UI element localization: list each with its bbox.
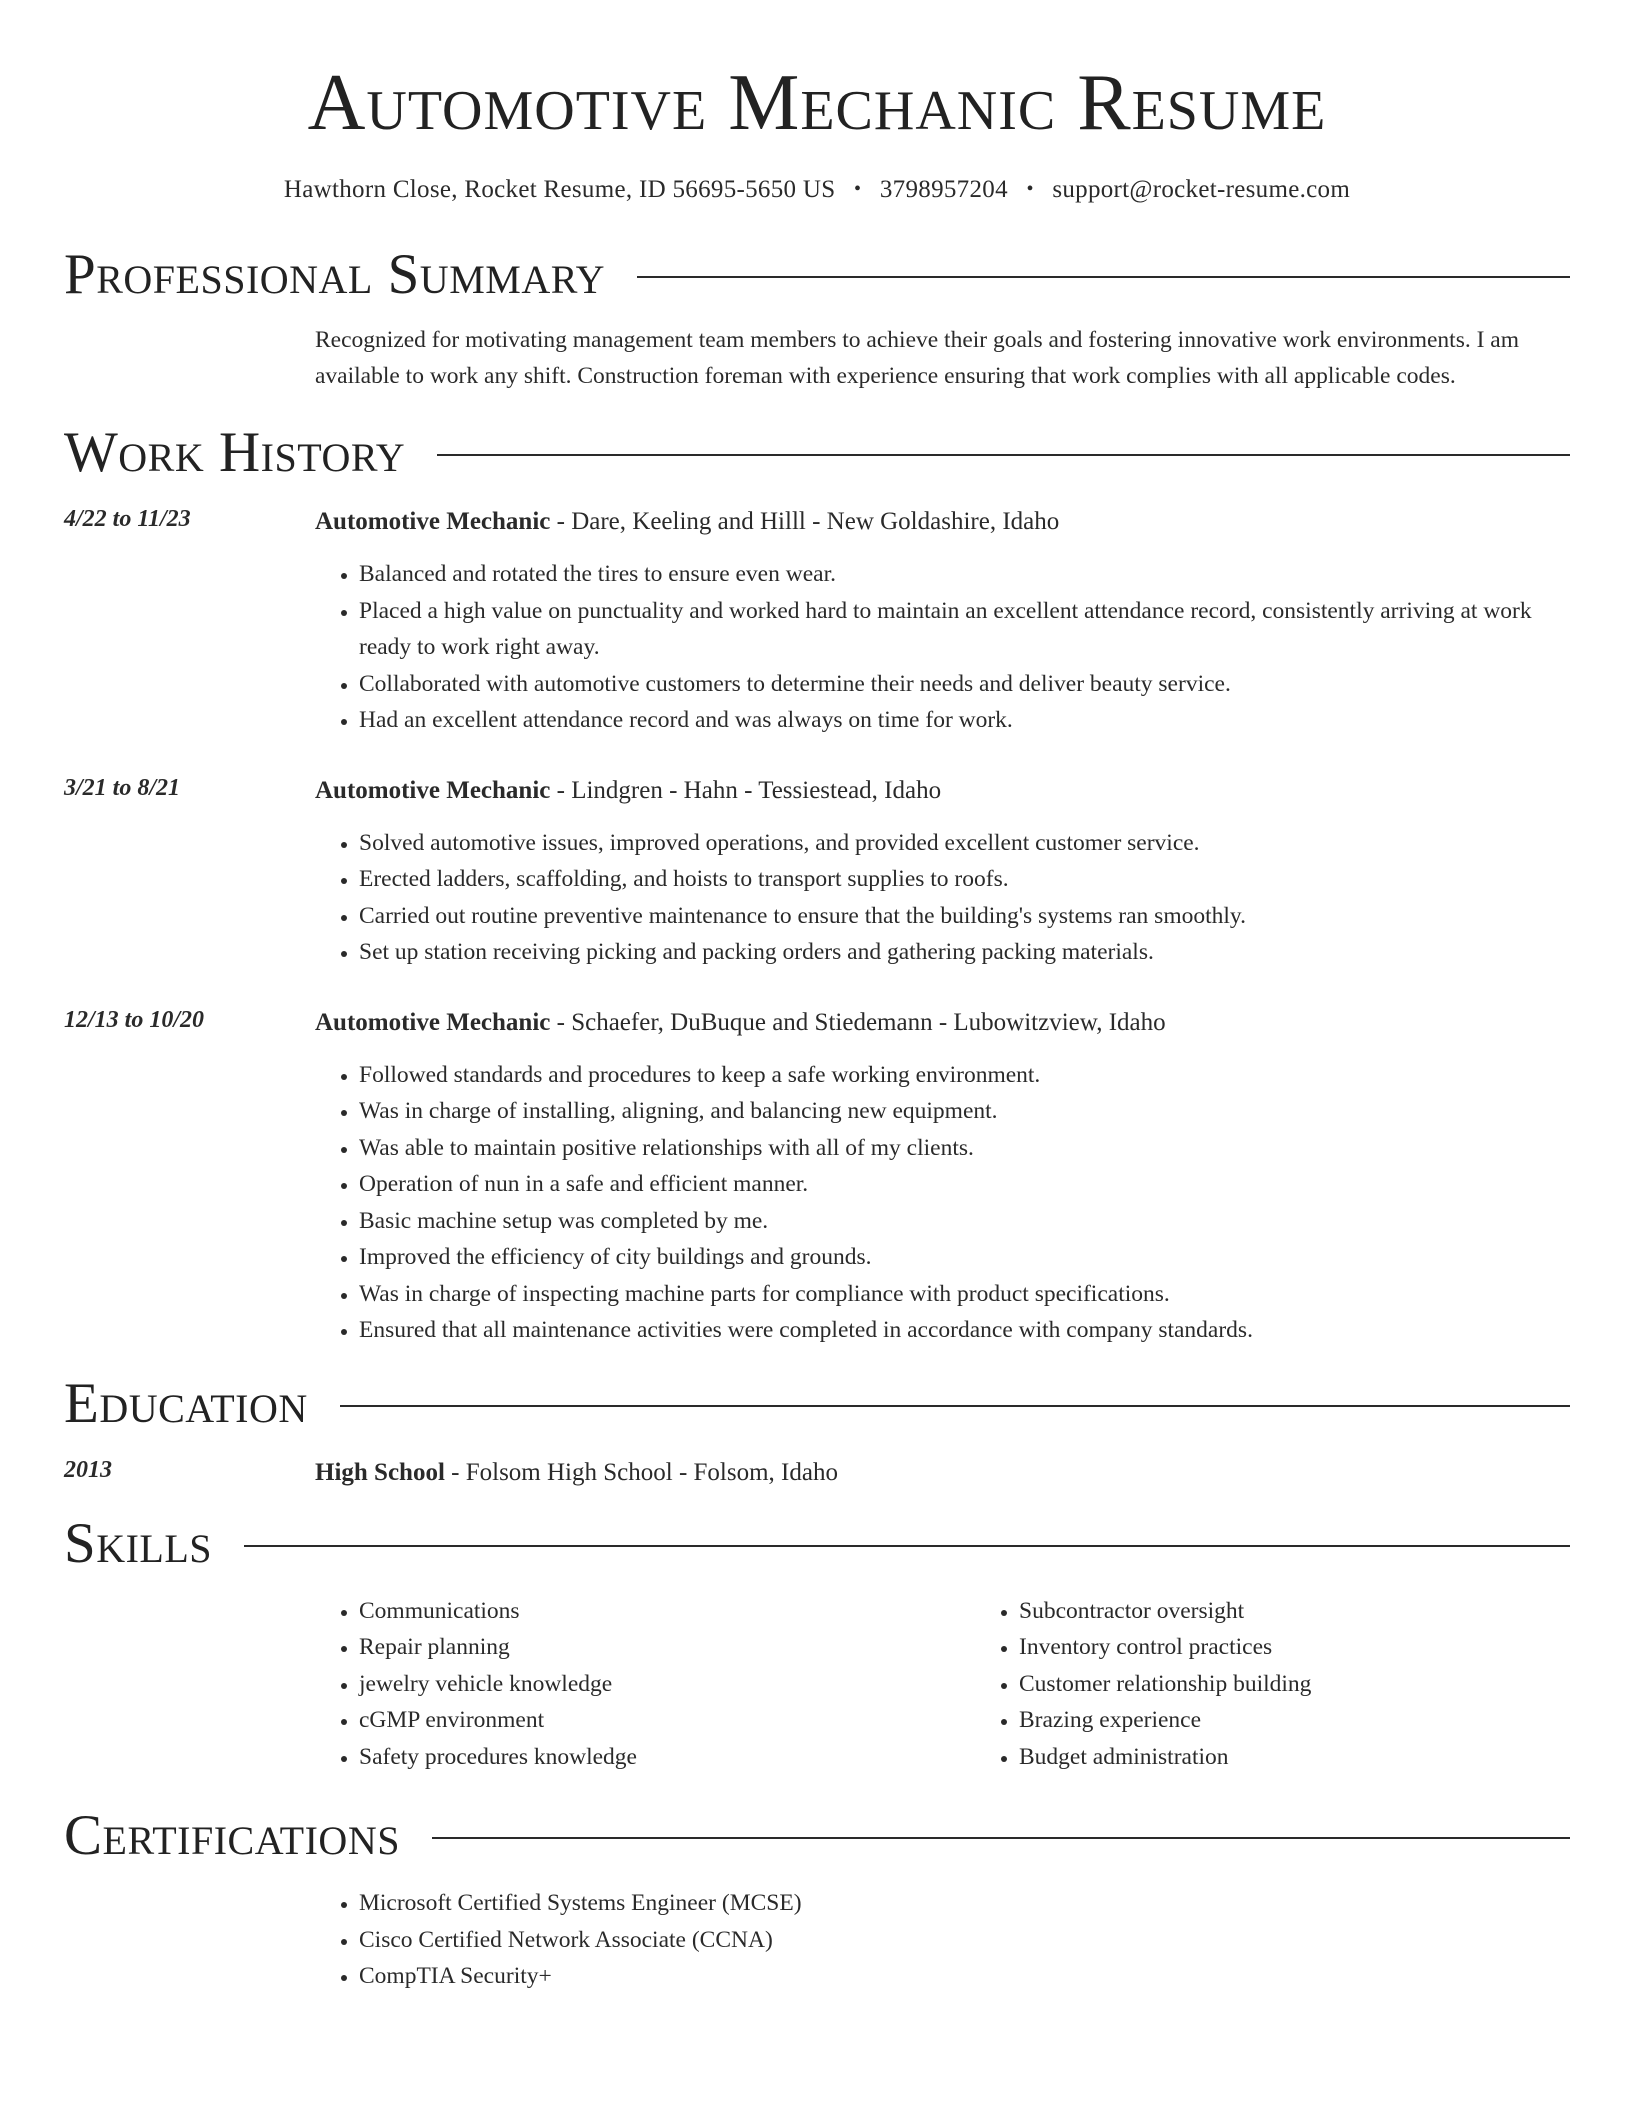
work-history-section-header	[64, 422, 1570, 484]
job-bullet: • Had an excellent attendance record and was always on time for work.	[359, 702, 1570, 739]
education-degree: High School	[315, 1458, 445, 1486]
section-divider	[244, 1545, 1570, 1547]
job-employer: - Lindgren - Hahn - Tessiestead, Idaho	[550, 776, 942, 804]
skills-heading: Skills	[64, 1511, 213, 1575]
job-employer: - Dare, Keeling and Hilll - New Goldashire, Idaho	[550, 508, 1060, 535]
job-bullet: • Improved the efficiency of city buildings and grounds.	[359, 1239, 1570, 1276]
job-bullet: • Balanced and rotated the tires to ensure even wear.	[359, 556, 1570, 593]
job-bullet: • Was able to maintain positive relationships with all of my clients.	[359, 1130, 1570, 1167]
job-bullets	[315, 825, 1570, 971]
education-entry	[64, 1457, 1570, 1489]
contact-email: support@rocket-resume.com	[1052, 176, 1351, 203]
contact-phone: 3798957204	[879, 176, 1008, 203]
section-divider	[432, 1837, 1570, 1839]
summary-text: Recognized for motivating management team members to achieve their goals and fostering innovative work environments. I am available to work any shift. Construction foreman with experience ensuring that work complies with all applicable codes.	[315, 327, 1520, 389]
job-bullets	[315, 1057, 1570, 1349]
job-bullet: • Basic machine setup was completed by me.	[359, 1203, 1570, 1240]
job-bullet: • Ensured that all maintenance activities were completed in accordance with company standards.	[359, 1312, 1570, 1349]
job-bullet: • Placed a high value on punctuality and worked hard to maintain an excellent attendance record, consistently arriving at work ready to work right away.	[359, 593, 1570, 666]
contact-address: Hawthorn Close, Rocket Resume, ID 56695-5650 US	[283, 176, 836, 203]
job-title: Automotive Mechanic	[315, 508, 551, 535]
job-bullet: • Set up station receiving picking and packing orders and gathering packing materials.	[359, 934, 1570, 971]
summary-row	[64, 322, 1570, 394]
job-heading	[315, 1007, 1570, 1039]
skills-row	[64, 1593, 1570, 1776]
summary-section-header	[64, 244, 1570, 306]
job-bullet: • Erected ladders, scaffolding, and hoists to transport supplies to roofs.	[359, 861, 1570, 898]
job-bullet: • Operation of nun in a safe and efficient manner.	[359, 1166, 1570, 1203]
resume-page	[64, 0, 1570, 1995]
education-year: 2013	[64, 1456, 112, 1483]
section-divider	[637, 276, 1570, 278]
education-detail	[315, 1457, 1570, 1489]
work-history-heading: Work History	[64, 421, 406, 484]
job-title: Automotive Mechanic	[315, 776, 551, 804]
job-bullet: • Carried out routine preventive maintenance to ensure that the building's systems ran smoothly.	[359, 898, 1570, 935]
skill-item: • Subcontractor oversight	[1019, 1593, 1632, 1630]
job-heading	[315, 506, 1570, 538]
education-section-header	[64, 1373, 1570, 1435]
skills-section-header	[64, 1513, 1570, 1575]
skills-columns	[315, 1593, 1632, 1776]
job-title: Automotive Mechanic	[315, 1008, 551, 1036]
job-dates: 12/13 to 10/20	[64, 1006, 205, 1033]
job-bullets	[315, 556, 1570, 739]
job-employer: - Schaefer, DuBuque and Stiedemann - Lubowitzview, Idaho	[550, 1008, 1166, 1036]
job-bullet: • Collaborated with automotive customers to determine their needs and deliver beauty service.	[359, 666, 1570, 703]
skills-list-left	[315, 1593, 975, 1776]
job-bullet: • Was in charge of installing, aligning, and balancing new equipment.	[359, 1093, 1570, 1130]
job-entry	[64, 775, 1570, 971]
job-entry	[64, 1007, 1570, 1349]
certifications-section-header	[64, 1805, 1570, 1867]
skill-item: • Inventory control practices	[1019, 1629, 1632, 1666]
contact-separator: •	[854, 178, 862, 200]
contact-line	[64, 176, 1570, 204]
resume-title: Automotive Mechanic Resume	[307, 59, 1327, 147]
skill-item: • cGMP environment	[359, 1702, 975, 1739]
skill-item: • Brazing experience	[1019, 1702, 1632, 1739]
job-heading	[315, 775, 1570, 807]
certification-item: • Microsoft Certified Systems Engineer (MCSE)	[359, 1885, 1570, 1922]
job-bullet: • Followed standards and procedures to keep a safe working environment.	[359, 1057, 1570, 1094]
skill-item: • Communications	[359, 1593, 975, 1630]
job-bullet: • Solved automotive issues, improved operations, and provided excellent customer service.	[359, 825, 1570, 862]
certifications-row	[64, 1885, 1570, 1995]
job-bullet: • Was in charge of inspecting machine parts for compliance with product specifications.	[359, 1276, 1570, 1313]
skills-list-right	[975, 1593, 1632, 1776]
section-divider	[437, 454, 1570, 456]
section-divider	[340, 1405, 1570, 1407]
skill-item: • Safety procedures knowledge	[359, 1739, 975, 1776]
certification-item: • Cisco Certified Network Associate (CCNA)	[359, 1922, 1570, 1959]
certifications-heading: Certifications	[64, 1804, 400, 1867]
skill-item: • Customer relationship building	[1019, 1666, 1632, 1703]
skill-item: • jewelry vehicle knowledge	[359, 1666, 975, 1703]
skill-item: • Budget administration	[1019, 1739, 1632, 1776]
skill-item: • Repair planning	[359, 1629, 975, 1666]
certifications-list	[315, 1885, 1570, 1995]
education-school: - Folsom High School - Folsom, Idaho	[444, 1458, 838, 1486]
job-dates: 3/21 to 8/21	[64, 774, 181, 801]
education-heading: Education	[64, 1371, 308, 1435]
job-dates: 4/22 to 11/23	[64, 506, 191, 532]
contact-separator: •	[1026, 178, 1034, 200]
certification-item: • CompTIA Security+	[359, 1958, 1570, 1995]
summary-heading: Professional Summary	[64, 243, 606, 306]
job-entry	[64, 506, 1570, 739]
